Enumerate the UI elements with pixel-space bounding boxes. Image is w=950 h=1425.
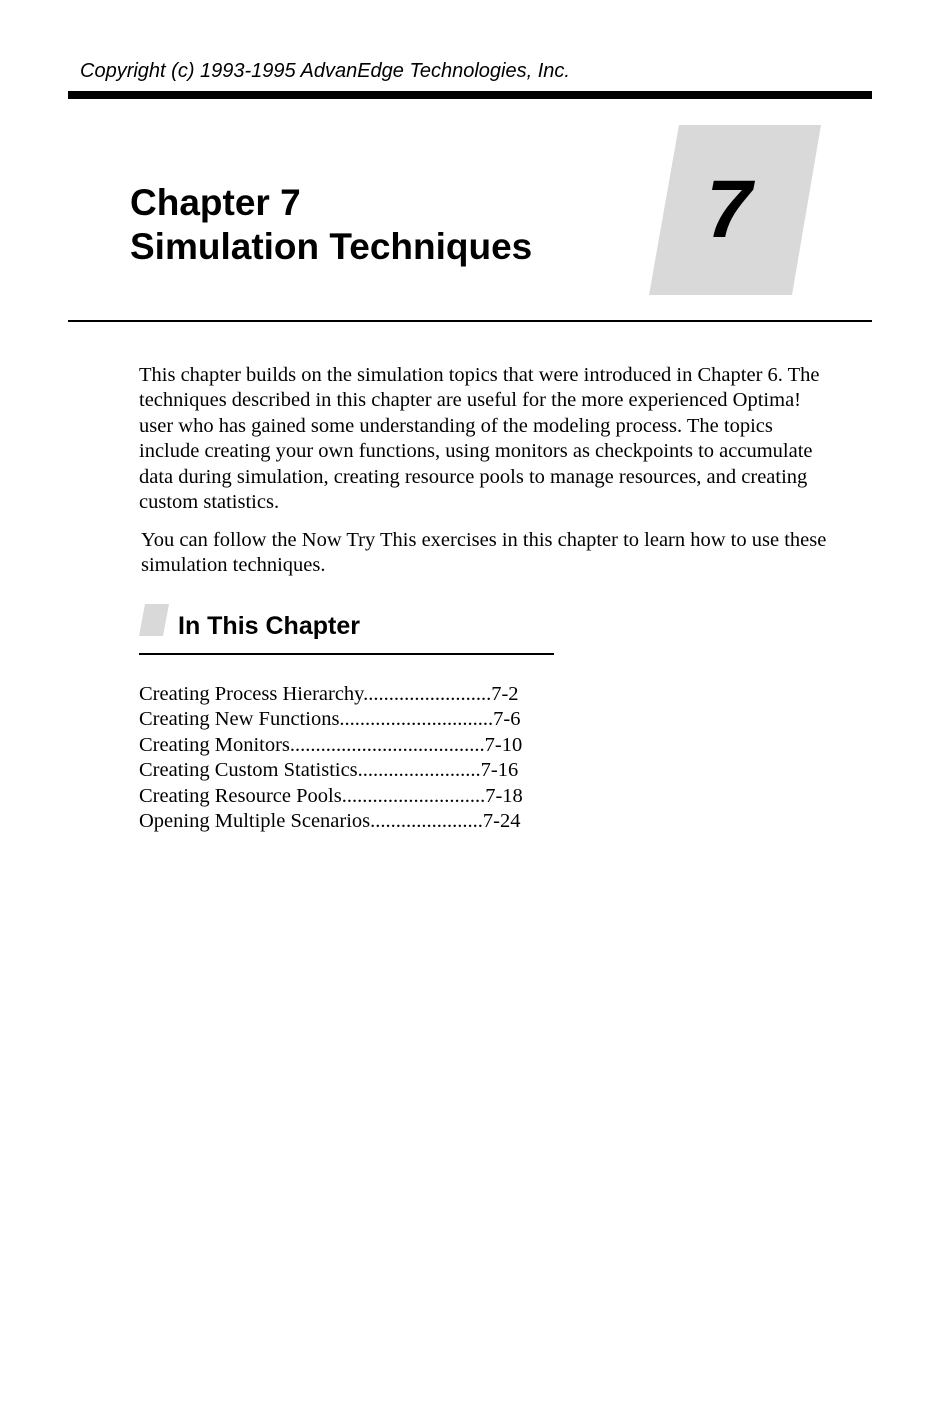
title-divider (68, 320, 872, 322)
chapter-title (130, 181, 532, 269)
chapter-number-badge (649, 125, 821, 295)
intro-paragraph: You can follow the Now Try This exercises in this chapter to learn how to use these simulation techniques. (141, 529, 827, 577)
header-rule (68, 91, 872, 99)
toc-entry[interactable]: Creating Custom Statistics........................7-16 (139, 759, 519, 782)
toc-entry[interactable]: Creating Monitors......................................7-10 (139, 733, 523, 756)
intro-paragraph: This chapter builds on the simulation topics that were introduced in Chapter 6. The techniques described in this chapter are useful for the more experienced Optima! user who has gained some understanding of the modeling process. The topics include creating your own functions, using monitors as checkpoints to accumulate data during simulation, creating resource pools to manage resources, and creating custom statistics. (139, 364, 820, 514)
toc-entry[interactable]: Creating Process Hierarchy.........................7-2 (139, 683, 519, 705)
chapter-number: 7 (706, 164, 752, 255)
header-rule-edge (68, 91, 80, 99)
section-marker-icon (139, 604, 169, 641)
toc-entry[interactable]: Creating New Functions..............................7-6 (139, 708, 521, 731)
chapter-name: Simulation Techniques (130, 226, 533, 267)
toc-entry[interactable]: Opening Multiple Scenarios......................7-24 (139, 810, 521, 833)
copyright-notice: Copyright (c) 1993-1995 AdvanEdge Technologies, Inc. (80, 60, 570, 82)
chapter-label: Chapter 7 (130, 182, 301, 223)
section-heading: In This Chapter (178, 612, 360, 640)
toc-entry[interactable]: Creating Resource Pools............................7-18 (139, 784, 523, 807)
chapter-contents-list (139, 682, 559, 834)
section-divider (139, 653, 554, 655)
